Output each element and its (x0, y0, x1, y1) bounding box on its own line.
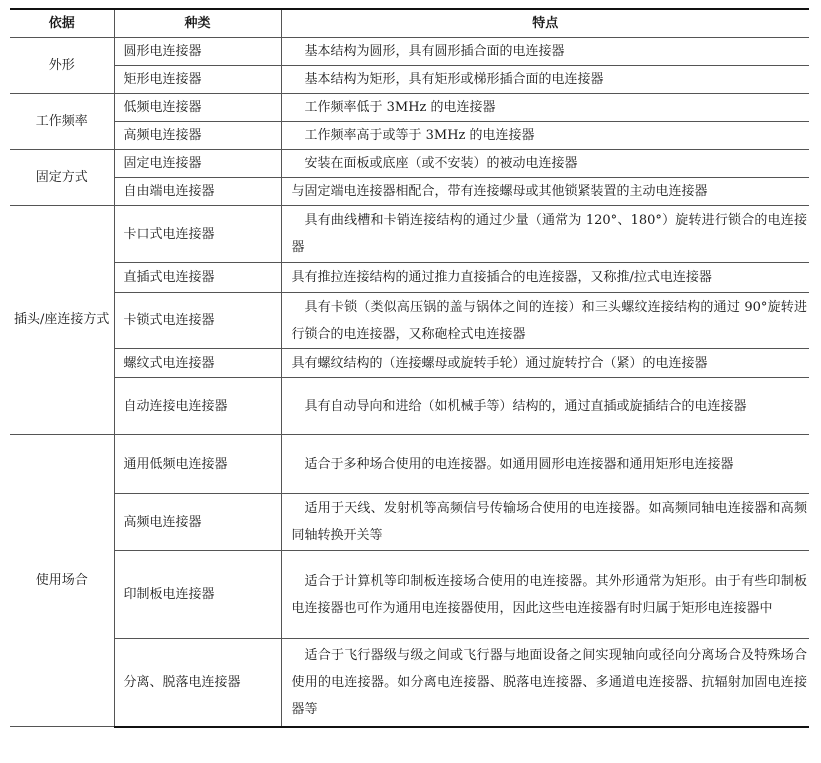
connector-classification-table-container (10, 8, 809, 728)
table-row (10, 178, 809, 206)
table-row (10, 494, 809, 551)
table-row (10, 263, 809, 293)
type-cell: 印制板电连接器 (114, 551, 281, 639)
type-cell: 卡锁式电连接器 (114, 293, 281, 349)
table-row (10, 122, 809, 150)
feature-cell: 适合于飞行器级与级之间或飞行器与地面设备之间实现轴向或径向分离场合及特殊场合使用的电连接器。如分离电连接器、脱落电连接器、多通道电连接器、抗辐射加固电连接器等 (281, 639, 809, 727)
table-row (10, 206, 809, 263)
feature-cell: 具有自动导向和进给（如机械手等）结构的，通过直插或旋插结合的电连接器 (281, 378, 809, 435)
type-cell: 圆形电连接器 (114, 38, 281, 66)
type-cell: 通用低频电连接器 (114, 435, 281, 494)
type-cell: 螺纹式电连接器 (114, 349, 281, 378)
type-cell: 自动连接电连接器 (114, 378, 281, 435)
type-cell: 矩形电连接器 (114, 66, 281, 94)
header-features: 特点 (281, 9, 809, 38)
table-row (10, 38, 809, 66)
basis-cell: 插头/座连接方式 (10, 206, 114, 435)
feature-cell: 与固定端电连接器相配合，带有连接螺母或其他锁紧装置的主动电连接器 (281, 178, 809, 206)
table-row (10, 435, 809, 494)
table-row (10, 378, 809, 435)
type-cell: 自由端电连接器 (114, 178, 281, 206)
table-header-row (10, 9, 809, 38)
feature-cell: 适合于计算机等印制板连接场合使用的电连接器。其外形通常为矩形。由于有些印制板电连接器也可作为通用电连接器使用，因此这些电连接器有时归属于矩形电连接器中 (281, 551, 809, 639)
header-basis: 依据 (10, 9, 114, 38)
table-row (10, 150, 809, 178)
basis-cell: 工作频率 (10, 94, 114, 150)
feature-cell: 基本结构为矩形，具有矩形或梯形插合面的电连接器 (281, 66, 809, 94)
feature-cell: 安装在面板或底座（或不安装）的被动电连接器 (281, 150, 809, 178)
table-row (10, 639, 809, 727)
basis-cell: 外形 (10, 38, 114, 94)
feature-cell: 具有卡锁（类似高压锅的盖与锅体之间的连接）和三头螺纹连接结构的通过 90°旋转进行锁合的电连接器，又称砲栓式电连接器 (281, 293, 809, 349)
type-cell: 低频电连接器 (114, 94, 281, 122)
feature-cell: 适合于多种场合使用的电连接器。如通用圆形电连接器和通用矩形电连接器 (281, 435, 809, 494)
table-row (10, 293, 809, 349)
table-row (10, 551, 809, 639)
feature-cell: 具有螺纹结构的（连接螺母或旋转手轮）通过旋转拧合（紧）的电连接器 (281, 349, 809, 378)
feature-cell: 工作频率高于或等于 3MHz 的电连接器 (281, 122, 809, 150)
type-cell: 高频电连接器 (114, 122, 281, 150)
basis-cell: 使用场合 (10, 435, 114, 727)
feature-cell: 具有曲线槽和卡销连接结构的通过少量（通常为 120°、180°）旋转进行锁合的电连接器 (281, 206, 809, 263)
table-row (10, 66, 809, 94)
header-type: 种类 (114, 9, 281, 38)
type-cell: 直插式电连接器 (114, 263, 281, 293)
table-row (10, 349, 809, 378)
feature-cell: 基本结构为圆形，具有圆形插合面的电连接器 (281, 38, 809, 66)
type-cell: 高频电连接器 (114, 494, 281, 551)
type-cell: 固定电连接器 (114, 150, 281, 178)
type-cell: 卡口式电连接器 (114, 206, 281, 263)
connector-classification-table (10, 8, 809, 728)
basis-cell: 固定方式 (10, 150, 114, 206)
type-cell: 分离、脱落电连接器 (114, 639, 281, 727)
feature-cell: 适用于天线、发射机等高频信号传输场合使用的电连接器。如高频同轴电连接器和高频同轴转换开关等 (281, 494, 809, 551)
feature-cell: 具有推拉连接结构的通过推力直接插合的电连接器，又称推/拉式电连接器 (281, 263, 809, 293)
feature-cell: 工作频率低于 3MHz 的电连接器 (281, 94, 809, 122)
table-row (10, 94, 809, 122)
